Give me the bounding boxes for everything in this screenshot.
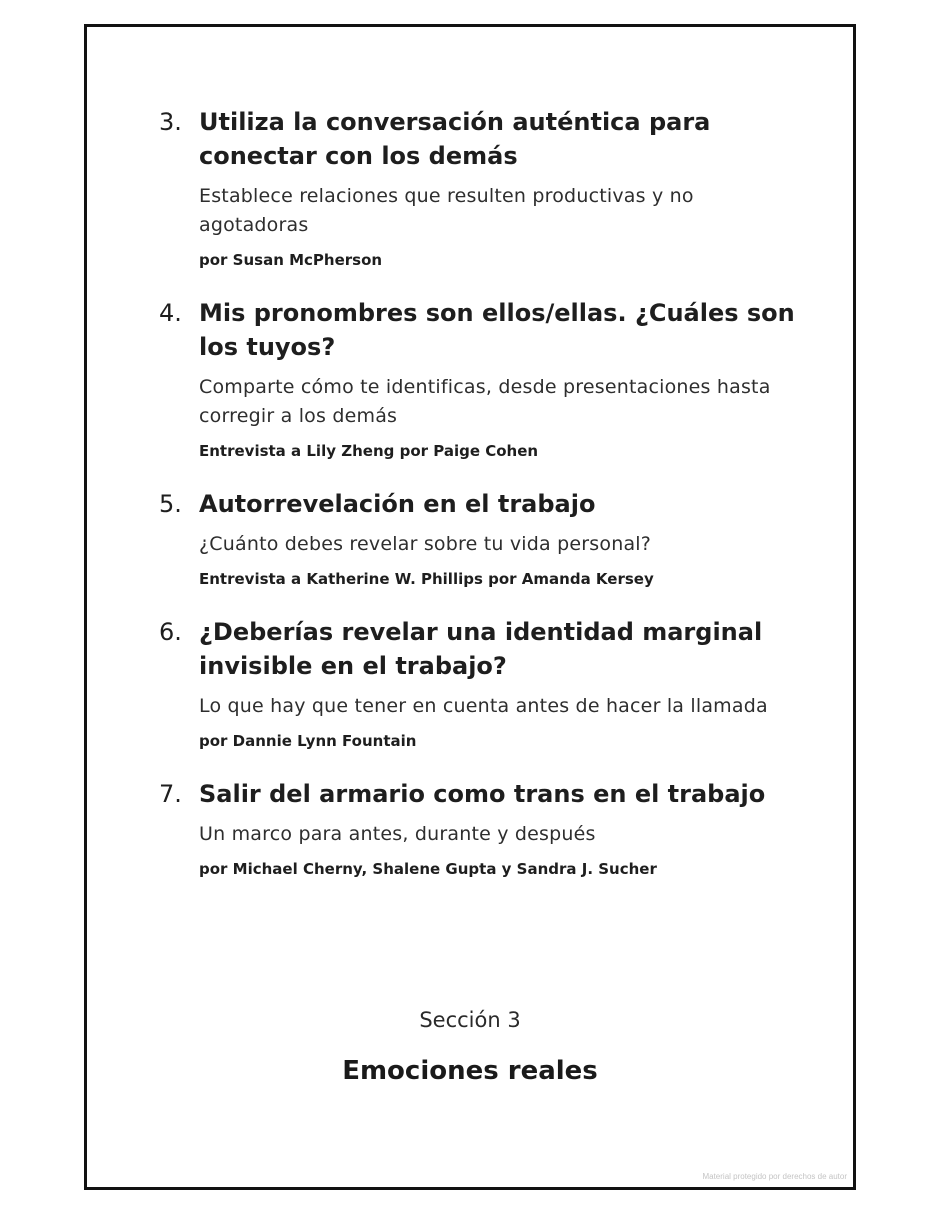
entry-author: por Dannie Lynn Fountain <box>199 732 417 750</box>
entry-number: 6. <box>159 618 182 646</box>
entry-title: ¿Deberías revelar una identidad marginal invisible en el trabajo? <box>199 618 763 680</box>
table-of-contents <box>159 105 799 905</box>
entry-subtitle: Lo que hay que tener en cuenta antes de hacer la llamada <box>199 695 768 717</box>
toc-entry[interactable] <box>159 296 799 461</box>
entry-subtitle: Comparte cómo te identificas, desde presentaciones hasta corregir a los demás <box>199 376 771 427</box>
entry-title: Autorrevelación en el trabajo <box>199 490 596 518</box>
section-title: Emociones reales <box>342 1056 598 1086</box>
toc-entry[interactable] <box>159 777 799 879</box>
entry-title: Salir del armario como trans en el trabajo <box>199 780 766 808</box>
entry-author: por Michael Cherny, Shalene Gupta y Sandra J. Sucher <box>199 860 657 878</box>
entry-author: Entrevista a Lily Zheng por Paige Cohen <box>199 442 539 460</box>
entry-author: Entrevista a Katherine W. Phillips por Amanda Kersey <box>199 570 654 588</box>
section-label: Sección 3 <box>419 1008 521 1032</box>
toc-entry[interactable] <box>159 487 799 589</box>
toc-entry[interactable] <box>159 615 799 751</box>
entry-author: por Susan McPherson <box>199 251 383 269</box>
entry-number: 7. <box>159 780 182 808</box>
page-frame <box>84 24 856 1190</box>
entry-number: 4. <box>159 299 182 327</box>
entry-subtitle: Un marco para antes, durante y después <box>199 823 596 845</box>
entry-title: Utiliza la conversación auténtica para conectar con los demás <box>199 108 711 170</box>
entry-subtitle: Establece relaciones que resulten productivas y no agotadoras <box>199 185 694 236</box>
copyright-notice: Material protegido por derechos de autor <box>702 1172 847 1181</box>
entry-subtitle: ¿Cuánto debes revelar sobre tu vida personal? <box>199 533 652 555</box>
entry-title: Mis pronombres son ellos/ellas. ¿Cuáles son los tuyos? <box>199 299 795 361</box>
toc-entry[interactable] <box>159 105 799 270</box>
entry-number: 5. <box>159 490 182 518</box>
entry-number: 3. <box>159 108 182 136</box>
